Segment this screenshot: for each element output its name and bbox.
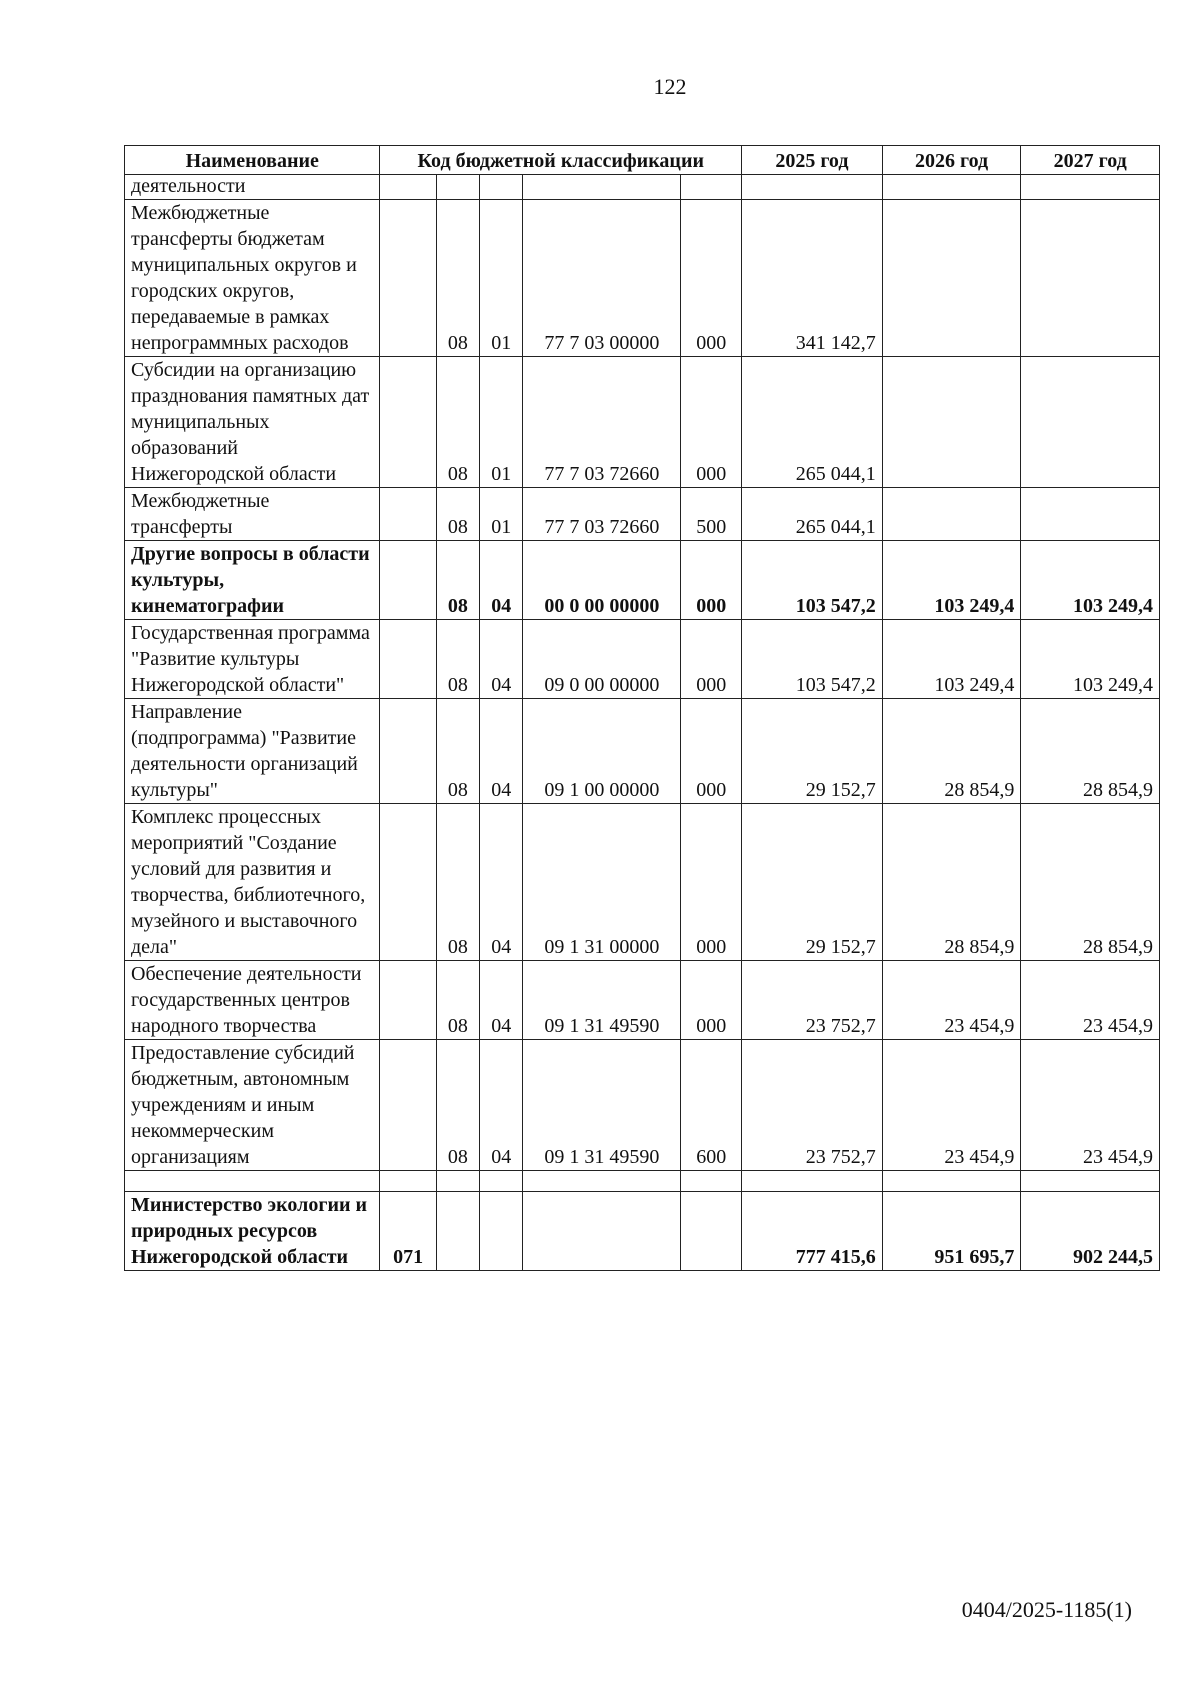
row-name: Государственная программа "Развитие культуры Нижегородской области" [125,620,380,699]
row-ved [380,961,436,1040]
row-pr: 04 [480,620,523,699]
row-name: Субсидии на организацию празднования памятных дат муниципальных образований Нижегородской области [125,357,380,488]
row-ved: 071 [380,1192,436,1271]
row-csr: 77 7 03 00000 [523,200,681,357]
spacer-row [125,1171,1160,1192]
row-ved [380,804,436,961]
row-vr: 000 [681,699,742,804]
row-csr: 00 0 00 00000 [523,541,681,620]
table-row [125,541,1160,620]
row-pr: 04 [480,699,523,804]
row-2026: 103 249,4 [882,620,1021,699]
row-pr [480,1192,523,1271]
row-csr: 09 1 31 49590 [523,1040,681,1171]
row-rz: 08 [436,357,479,488]
page-number: 122 [653,74,687,99]
row-pr: 01 [480,200,523,357]
row-2026: 103 249,4 [882,541,1021,620]
header-2025: 2025 год [742,146,883,175]
row-2025: 341 142,7 [742,200,883,357]
row-csr: 09 0 00 00000 [523,620,681,699]
row-vr: 600 [681,1040,742,1171]
header-code: Код бюджетной классификации [380,146,742,175]
row-pr: 04 [480,804,523,961]
continuation-text: деятельности [125,175,380,200]
continuation-row [125,175,1160,200]
row-ved [380,1040,436,1171]
row-2027: 23 454,9 [1021,1040,1160,1171]
row-2025: 103 547,2 [742,620,883,699]
row-2027 [1021,200,1160,357]
table-row [125,699,1160,804]
row-pr: 01 [480,488,523,541]
row-vr: 000 [681,961,742,1040]
row-vr [681,1192,742,1271]
row-rz: 08 [436,699,479,804]
budget-table [124,145,1160,1271]
row-2026: 951 695,7 [882,1192,1021,1271]
table-row [125,1040,1160,1171]
row-name: Другие вопросы в области культуры, кинематографии [125,541,380,620]
row-ved [380,699,436,804]
table-header-row [125,146,1160,175]
document-code: 0404/2025-1185(1) [961,1597,1132,1622]
row-rz: 08 [436,804,479,961]
row-2025: 103 547,2 [742,541,883,620]
row-csr: 77 7 03 72660 [523,488,681,541]
row-rz: 08 [436,1040,479,1171]
row-pr: 04 [480,1040,523,1171]
row-csr: 77 7 03 72660 [523,357,681,488]
row-vr: 000 [681,804,742,961]
row-2026: 23 454,9 [882,961,1021,1040]
row-ved [380,541,436,620]
row-2025: 23 752,7 [742,961,883,1040]
row-name: Комплекс процессных мероприятий "Создание условий для развития и творчества, библиотечного, музейного и выставочного дела" [125,804,380,961]
row-2025: 777 415,6 [742,1192,883,1271]
row-name: Межбюджетные трансферты бюджетам муниципальных округов и городских округов, передаваемые в рамках непрограммных расходов [125,200,380,357]
row-2026 [882,200,1021,357]
row-2027: 28 854,9 [1021,699,1160,804]
row-name: Межбюджетные трансферты [125,488,380,541]
row-2025: 265 044,1 [742,488,883,541]
row-vr: 000 [681,357,742,488]
row-vr: 000 [681,541,742,620]
row-vr: 000 [681,200,742,357]
row-rz: 08 [436,541,479,620]
row-2027: 902 244,5 [1021,1192,1160,1271]
row-csr: 09 1 31 00000 [523,804,681,961]
header-name: Наименование [125,146,380,175]
row-csr [523,1192,681,1271]
header-2027: 2027 год [1021,146,1160,175]
row-name: Министерство экологии и природных ресурсов Нижегородской области [125,1192,380,1271]
row-csr: 09 1 31 49590 [523,961,681,1040]
row-pr: 01 [480,357,523,488]
row-name: Обеспечение деятельности государственных центров народного творчества [125,961,380,1040]
row-csr: 09 1 00 00000 [523,699,681,804]
row-rz: 08 [436,200,479,357]
row-rz [436,1192,479,1271]
row-2026: 28 854,9 [882,804,1021,961]
table-row [125,961,1160,1040]
row-2026 [882,488,1021,541]
row-2025: 265 044,1 [742,357,883,488]
table-row [125,200,1160,357]
table-row [125,488,1160,541]
row-ved [380,620,436,699]
row-2025: 29 152,7 [742,699,883,804]
row-rz: 08 [436,488,479,541]
row-2026 [882,357,1021,488]
table-row [125,357,1160,488]
row-rz: 08 [436,620,479,699]
row-ved [380,488,436,541]
row-2025: 23 752,7 [742,1040,883,1171]
row-2027: 103 249,4 [1021,541,1160,620]
row-2026: 23 454,9 [882,1040,1021,1171]
row-2025: 29 152,7 [742,804,883,961]
row-2027 [1021,357,1160,488]
row-vr: 500 [681,488,742,541]
header-2026: 2026 год [882,146,1021,175]
row-ved [380,200,436,357]
table-row [125,804,1160,961]
row-rz: 08 [436,961,479,1040]
row-name: Направление (подпрограмма) "Развитие деятельности организаций культуры" [125,699,380,804]
row-vr: 000 [681,620,742,699]
row-pr: 04 [480,541,523,620]
row-2027 [1021,488,1160,541]
row-2027: 103 249,4 [1021,620,1160,699]
row-pr: 04 [480,961,523,1040]
row-ved [380,357,436,488]
row-2026: 28 854,9 [882,699,1021,804]
table-row [125,620,1160,699]
row-2027: 28 854,9 [1021,804,1160,961]
row-name: Предоставление субсидий бюджетным, автономным учреждениям и иным некоммерческим организациям [125,1040,380,1171]
row-2027: 23 454,9 [1021,961,1160,1040]
table-row [125,1192,1160,1271]
